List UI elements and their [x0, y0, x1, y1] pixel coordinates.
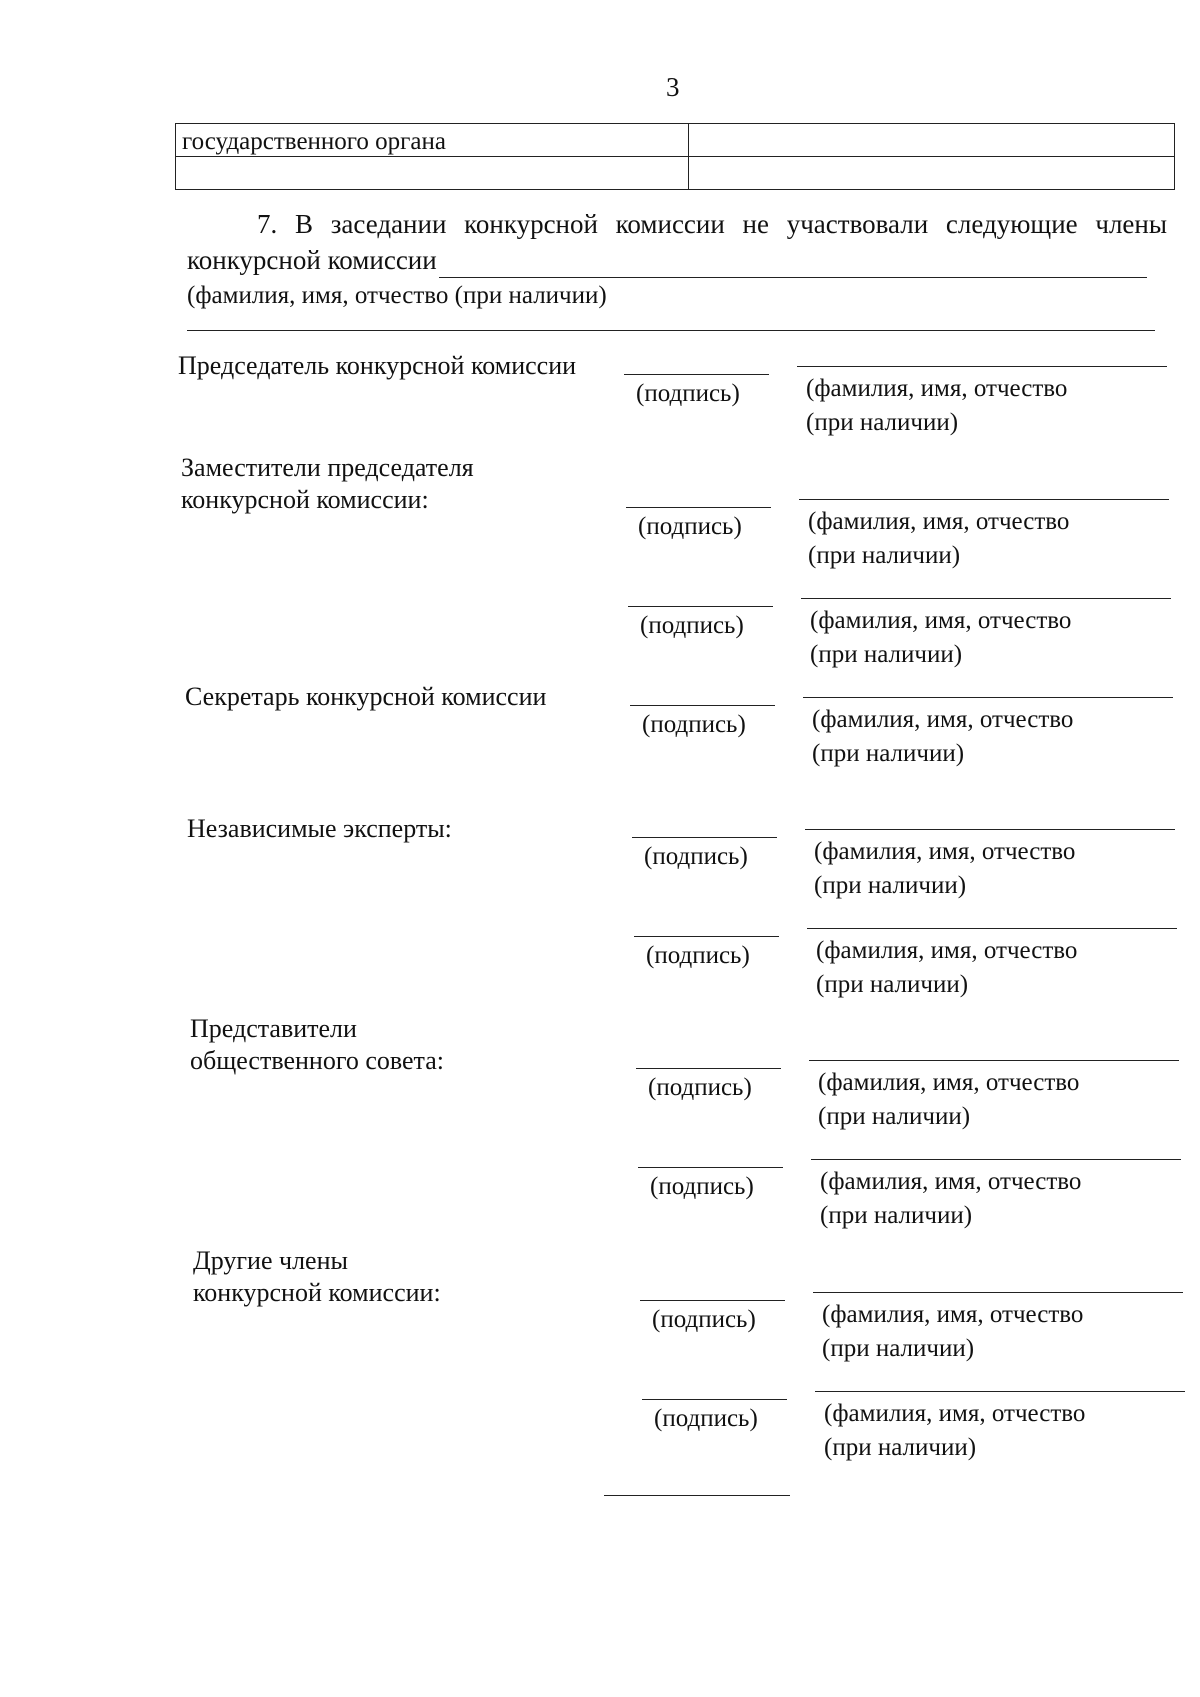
deputies-label-line1: Заместители председателя [181, 453, 474, 482]
name-caption-line1: (фамилия, имя, отчество [820, 1168, 1082, 1195]
name-caption-line2: (при наличии) [824, 1434, 977, 1461]
signature-caption: (подпись) [646, 942, 750, 969]
section-7-line2-text: конкурсной комиссии [187, 245, 437, 275]
name-caption-line2: (при наличии) [806, 409, 959, 436]
section-7-caption: (фамилия, имя, отчество (при наличии) [187, 282, 607, 309]
others-label-line1: Другие члены [193, 1246, 348, 1275]
signature-line [636, 1068, 781, 1069]
signature-line [638, 1167, 783, 1168]
name-caption-line1: (фамилия, имя, отчество [822, 1301, 1084, 1328]
table-cell [689, 124, 1175, 157]
signature-caption: (подпись) [644, 843, 748, 870]
signature-line [626, 507, 771, 508]
name-line [807, 928, 1177, 929]
name-caption [808, 505, 1069, 573]
deputies-label [181, 452, 474, 516]
name-caption-line2: (при наличии) [812, 740, 965, 767]
header-table [175, 123, 1175, 190]
name-caption-line2: (при наличии) [810, 641, 963, 668]
council-label-line1: Представители [190, 1014, 357, 1043]
table-row [176, 124, 1175, 157]
others-label-line2: конкурсной комиссии: [193, 1278, 441, 1307]
name-caption-line2: (при наличии) [808, 542, 961, 569]
signature-line [632, 837, 777, 838]
table-row [176, 157, 1175, 190]
signature-line [628, 606, 773, 607]
name-line [813, 1292, 1183, 1293]
name-line [809, 1060, 1179, 1061]
name-caption-line1: (фамилия, имя, отчество [810, 607, 1072, 634]
name-caption [810, 604, 1071, 672]
name-caption-line2: (при наличии) [818, 1103, 971, 1130]
name-caption-line1: (фамилия, имя, отчество [824, 1400, 1086, 1427]
signature-caption: (подпись) [650, 1173, 754, 1200]
name-line [797, 366, 1167, 367]
name-caption [822, 1298, 1083, 1366]
experts-label: Независимые эксперты: [187, 814, 452, 843]
signature-caption: (подпись) [652, 1306, 756, 1333]
signature-line [640, 1300, 785, 1301]
name-caption-line1: (фамилия, имя, отчество [808, 508, 1070, 535]
signature-caption: (подпись) [640, 612, 744, 639]
name-line [805, 829, 1175, 830]
name-caption [806, 372, 1067, 440]
name-line [815, 1391, 1185, 1392]
signature-caption: (подпись) [648, 1074, 752, 1101]
signature-line [630, 705, 775, 706]
table-cell [176, 157, 689, 190]
name-line [803, 697, 1173, 698]
absent-members-fill-line-2 [187, 330, 1155, 331]
name-caption [824, 1397, 1085, 1465]
chairman-label: Председатель конкурсной комиссии [178, 351, 577, 380]
absent-members-fill-line [439, 249, 1147, 278]
name-caption [820, 1165, 1081, 1233]
page-number: 3 [666, 72, 680, 102]
document-end-line [604, 1495, 790, 1496]
signature-caption: (подпись) [642, 711, 746, 738]
signature-caption: (подпись) [654, 1405, 758, 1432]
secretary-label: Секретарь конкурсной комиссии [185, 682, 547, 711]
name-caption-line2: (при наличии) [822, 1335, 975, 1362]
name-line [811, 1159, 1181, 1160]
name-caption-line1: (фамилия, имя, отчество [814, 838, 1076, 865]
signature-line [624, 374, 769, 375]
table-cell [689, 157, 1175, 190]
name-caption-line1: (фамилия, имя, отчество [818, 1069, 1080, 1096]
signature-caption: (подпись) [636, 380, 740, 407]
signature-line [642, 1399, 787, 1400]
name-caption [818, 1066, 1079, 1134]
signature-caption: (подпись) [638, 513, 742, 540]
name-caption-line1: (фамилия, имя, отчество [812, 706, 1074, 733]
name-caption-line2: (при наличии) [816, 971, 969, 998]
deputies-label-line2: конкурсной комиссии: [181, 485, 429, 514]
name-caption-line2: (при наличии) [814, 872, 967, 899]
name-line [799, 499, 1169, 500]
name-caption [816, 934, 1077, 1002]
table-cell: государственного органа [176, 124, 689, 157]
name-caption-line1: (фамилия, имя, отчество [816, 937, 1078, 964]
council-label-line2: общественного совета: [190, 1046, 444, 1075]
name-caption-line1: (фамилия, имя, отчество [806, 375, 1068, 402]
section-7-line1: 7. В заседании конкурсной комиссии не участвовали следующие члены [257, 209, 1167, 239]
section-7-line2 [187, 242, 1167, 278]
others-label [193, 1245, 441, 1309]
name-line [801, 598, 1171, 599]
name-caption-line2: (при наличии) [820, 1202, 973, 1229]
section-7-paragraph [187, 206, 1167, 314]
name-caption [812, 703, 1073, 771]
signature-line [634, 936, 779, 937]
council-label [190, 1013, 444, 1077]
name-caption [814, 835, 1075, 903]
